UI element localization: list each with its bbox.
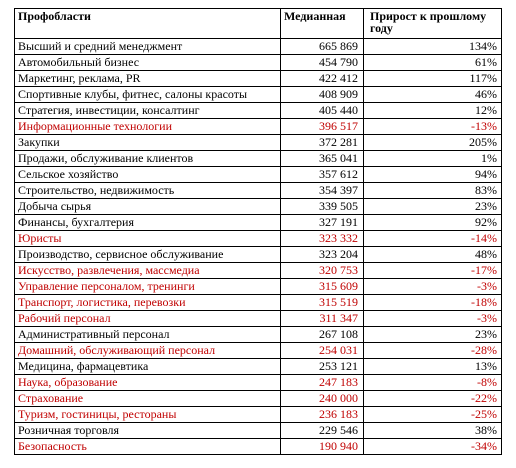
cell-growth: -17% — [364, 263, 502, 279]
table-row — [15, 231, 502, 247]
table-row — [15, 39, 502, 55]
table-row — [15, 151, 502, 167]
cell-median: 665 869 — [281, 39, 364, 55]
cell-median: 267 108 — [281, 327, 364, 343]
cell-median: 247 183 — [281, 375, 364, 391]
cell-growth: -34% — [364, 439, 502, 455]
table-row — [15, 71, 502, 87]
table-row — [15, 375, 502, 391]
cell-growth: 94% — [364, 167, 502, 183]
cell-median: 190 940 — [281, 439, 364, 455]
table-row — [15, 199, 502, 215]
cell-area: Управление персоналом, тренинги — [15, 279, 281, 295]
cell-area: Добыча сырья — [15, 199, 281, 215]
cell-area: Домашний, обслуживающий персонал — [15, 343, 281, 359]
table-row — [15, 247, 502, 263]
cell-median: 323 204 — [281, 247, 364, 263]
cell-median: 323 332 — [281, 231, 364, 247]
cell-growth: 92% — [364, 215, 502, 231]
cell-area: Автомобильный бизнес — [15, 55, 281, 71]
table-row — [15, 87, 502, 103]
cell-median: 339 505 — [281, 199, 364, 215]
cell-growth: -3% — [364, 311, 502, 327]
cell-area: Страхование — [15, 391, 281, 407]
cell-median: 254 031 — [281, 343, 364, 359]
cell-growth: 38% — [364, 423, 502, 439]
table-row — [15, 295, 502, 311]
table-row — [15, 135, 502, 151]
cell-area: Безопасность — [15, 439, 281, 455]
cell-growth: -22% — [364, 391, 502, 407]
cell-median: 408 909 — [281, 87, 364, 103]
table-row — [15, 279, 502, 295]
cell-area: Высший и средний менеджмент — [15, 39, 281, 55]
table-row — [15, 55, 502, 71]
cell-median: 396 517 — [281, 119, 364, 135]
cell-median: 327 191 — [281, 215, 364, 231]
cell-median: 365 041 — [281, 151, 364, 167]
cell-median: 405 440 — [281, 103, 364, 119]
cell-growth: -3% — [364, 279, 502, 295]
table-body — [15, 39, 502, 455]
table-row — [15, 359, 502, 375]
cell-growth: 13% — [364, 359, 502, 375]
cell-median: 311 347 — [281, 311, 364, 327]
header-growth: Прирост к прошлому году — [364, 9, 502, 39]
cell-growth: -25% — [364, 407, 502, 423]
cell-growth: 134% — [364, 39, 502, 55]
cell-median: 422 412 — [281, 71, 364, 87]
header-median: Медианная — [281, 9, 364, 39]
cell-area: Производство, сервисное обслуживание — [15, 247, 281, 263]
cell-growth: 1% — [364, 151, 502, 167]
header-area: Профобласти — [15, 9, 281, 39]
table-row — [15, 119, 502, 135]
cell-median: 357 612 — [281, 167, 364, 183]
cell-area: Финансы, бухгалтерия — [15, 215, 281, 231]
table-row — [15, 343, 502, 359]
cell-growth: 61% — [364, 55, 502, 71]
cell-area: Юристы — [15, 231, 281, 247]
cell-growth: 23% — [364, 327, 502, 343]
cell-area: Сельское хозяйство — [15, 167, 281, 183]
cell-area: Стратегия, инвестиции, консалтинг — [15, 103, 281, 119]
cell-median: 454 790 — [281, 55, 364, 71]
table-row — [15, 183, 502, 199]
table-row — [15, 423, 502, 439]
cell-area: Закупки — [15, 135, 281, 151]
cell-area: Рабочий персонал — [15, 311, 281, 327]
cell-area: Маркетинг, реклама, PR — [15, 71, 281, 87]
cell-growth: -14% — [364, 231, 502, 247]
cell-growth: -18% — [364, 295, 502, 311]
cell-median: 320 753 — [281, 263, 364, 279]
cell-median: 240 000 — [281, 391, 364, 407]
cell-growth: -28% — [364, 343, 502, 359]
table-row — [15, 439, 502, 455]
cell-growth: 83% — [364, 183, 502, 199]
cell-area: Медицина, фармацевтика — [15, 359, 281, 375]
cell-area: Административный персонал — [15, 327, 281, 343]
cell-area: Наука, образование — [15, 375, 281, 391]
cell-growth: 48% — [364, 247, 502, 263]
cell-area: Транспорт, логистика, перевозки — [15, 295, 281, 311]
table-row — [15, 263, 502, 279]
cell-growth: 46% — [364, 87, 502, 103]
cell-area: Строительство, недвижимость — [15, 183, 281, 199]
table-row — [15, 311, 502, 327]
cell-median: 372 281 — [281, 135, 364, 151]
table-header — [15, 9, 502, 39]
cell-median: 229 546 — [281, 423, 364, 439]
cell-growth: 205% — [364, 135, 502, 151]
cell-growth: 23% — [364, 199, 502, 215]
cell-area: Информационные технологии — [15, 119, 281, 135]
cell-median: 253 121 — [281, 359, 364, 375]
cell-area: Розничная торговля — [15, 423, 281, 439]
cell-median: 315 609 — [281, 279, 364, 295]
table-row — [15, 167, 502, 183]
cell-growth: 117% — [364, 71, 502, 87]
table-row — [15, 407, 502, 423]
table-row — [15, 391, 502, 407]
cell-area: Продажи, обслуживание клиентов — [15, 151, 281, 167]
cell-area: Туризм, гостиницы, рестораны — [15, 407, 281, 423]
cell-growth: -8% — [364, 375, 502, 391]
cell-growth: 12% — [364, 103, 502, 119]
salary-table — [14, 8, 502, 455]
cell-median: 315 519 — [281, 295, 364, 311]
cell-area: Спортивные клубы, фитнес, салоны красоты — [15, 87, 281, 103]
cell-median: 354 397 — [281, 183, 364, 199]
table-row — [15, 215, 502, 231]
cell-growth: -13% — [364, 119, 502, 135]
cell-area: Искусство, развлечения, массмедиа — [15, 263, 281, 279]
table-row — [15, 327, 502, 343]
cell-median: 236 183 — [281, 407, 364, 423]
table-row — [15, 103, 502, 119]
header-row — [15, 9, 502, 39]
